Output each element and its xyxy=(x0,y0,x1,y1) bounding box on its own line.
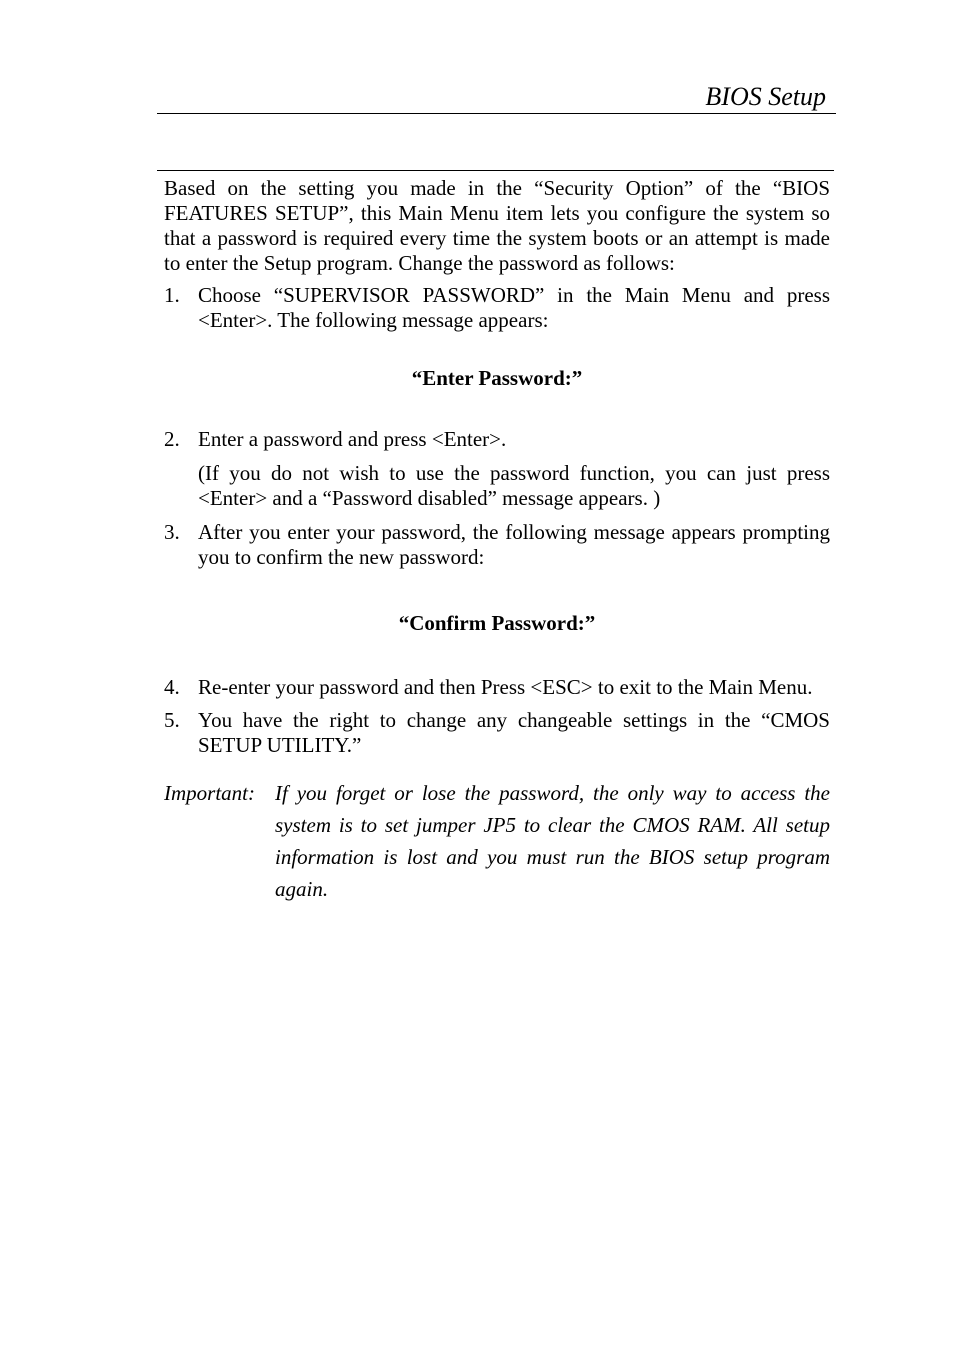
step-4 xyxy=(164,675,830,700)
page-header-title: BIOS Setup xyxy=(705,82,826,111)
step-text: Enter a password and press <Enter>. xyxy=(198,427,507,451)
important-text: If you forget or lose the password, the only way to access the system is to set jumper JP5 to clear the CMOS RAM. All setup information is lost and you must run the BIOS setup program again. xyxy=(275,781,830,901)
step-number: 5. xyxy=(164,708,180,732)
step-2 xyxy=(164,427,830,452)
important-label: Important: xyxy=(164,781,255,805)
step-number: 1. xyxy=(164,283,180,307)
step-number: 3. xyxy=(164,520,180,544)
step-5 xyxy=(164,708,830,758)
header-rule xyxy=(157,113,836,114)
step-text: Re-enter your password and then Press <ESC> to exit to the Main Menu. xyxy=(198,675,813,699)
step-text: You have the right to change any changeable settings in the “CMOS SETUP UTILITY.” xyxy=(198,708,830,757)
step-1 xyxy=(164,283,830,333)
step-3 xyxy=(164,520,830,570)
step-text: After you enter your password, the following message appears prompting you to confirm the new password: xyxy=(198,520,830,569)
intro-paragraph: Based on the setting you made in the “Security Option” of the “BIOS FEATURES SETUP”, this Main Menu item lets you configure the system so that a password is required every time the system boots or an attempt is made to enter the Setup program. Change the password as follows: xyxy=(164,176,830,275)
enter-password-message: “Enter Password:” xyxy=(411,366,583,390)
step-number: 4. xyxy=(164,675,180,699)
section-rule xyxy=(157,170,834,171)
page-content xyxy=(164,176,830,905)
step-text: Choose “SUPERVISOR PASSWORD” in the Main Menu and press <Enter>. The following message appears: xyxy=(198,283,830,332)
step-2-note: (If you do not wish to use the password function, you can just press <Enter> and a “Password disabled” message appears. ) xyxy=(198,461,830,510)
confirm-password-message: “Confirm Password:” xyxy=(398,611,596,635)
step-number: 2. xyxy=(164,427,180,451)
important-note xyxy=(164,777,830,905)
